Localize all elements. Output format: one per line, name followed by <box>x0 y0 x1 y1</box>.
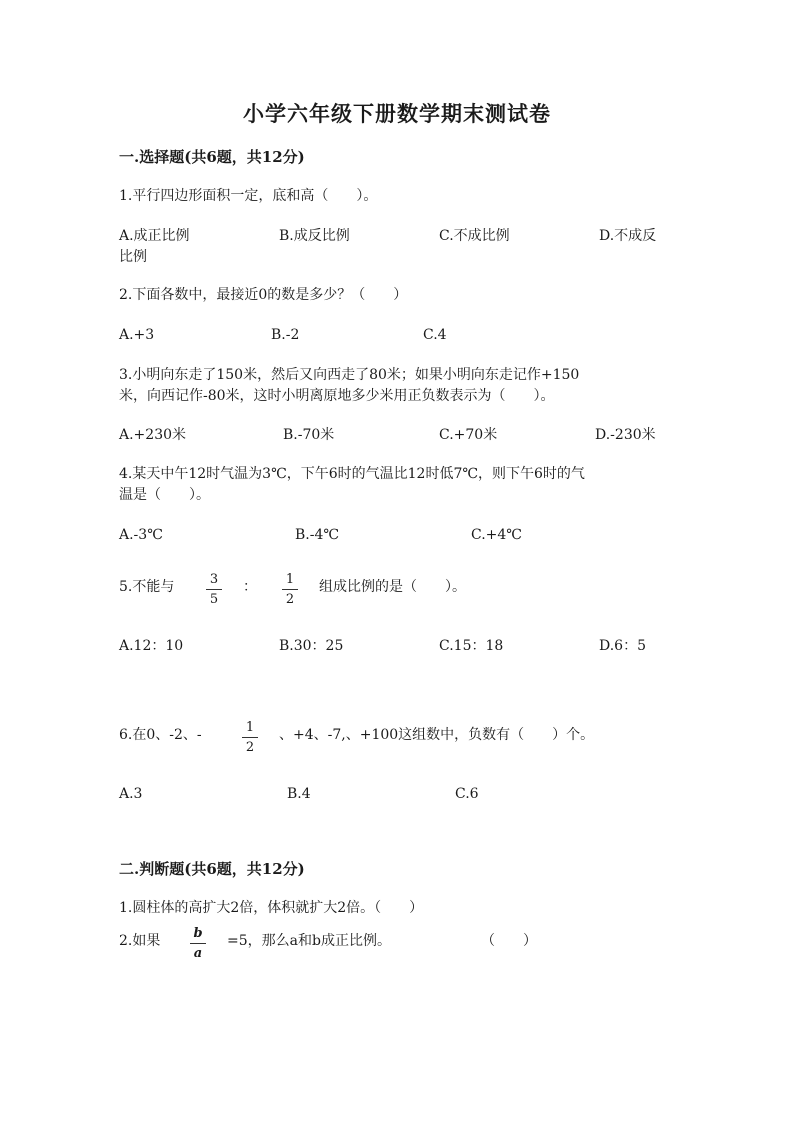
q5-option-d: D.6：5 <box>599 638 646 654</box>
q5-fraction-1-numerator: 3 <box>209 572 219 587</box>
q6-fraction-numerator: 1 <box>245 720 255 735</box>
judgement-2-blank: （ ） <box>481 933 537 949</box>
q5-fraction-2-numerator: 1 <box>285 572 295 587</box>
q4-option-a: A.-3℃ <box>119 527 163 543</box>
q5-option-a: A.12：10 <box>119 638 184 654</box>
q5-option-c: C.15：18 <box>439 638 504 654</box>
q6-option-b: B.4 <box>287 786 311 802</box>
q3-option-a: A.+230米 <box>119 427 187 443</box>
q3-option-c: C.+70米 <box>439 427 498 443</box>
judgement-2-prefix: 2.如果 <box>119 933 161 949</box>
question-1-text: 1.平行四边形面积一定，底和高（ ）。 <box>119 188 378 204</box>
fraction-bar <box>282 589 298 590</box>
question-6-suffix: 、+4、-7,、+100这组数中，负数有（ ）个。 <box>279 727 595 743</box>
judgement-2-suffix: =5，那么a和b成正比例。 <box>227 933 391 949</box>
q1-option-b: B.成反比例 <box>279 228 350 244</box>
question-5-prefix: 5.不能与 <box>119 579 175 595</box>
q6-option-c: C.6 <box>455 786 479 802</box>
j2-fraction-denominator: a <box>193 946 203 961</box>
q4-option-c: C.+4℃ <box>471 527 522 543</box>
q2-option-b: B.-2 <box>271 327 300 343</box>
j2-fraction-numerator: b <box>193 926 203 941</box>
q6-fraction <box>239 719 261 756</box>
q1-option-a: A.成正比例 <box>119 228 190 244</box>
question-3-line2: 米，向西记作-80米，这时小明离原地多少米用正负数表示为（ ）。 <box>119 388 555 404</box>
question-3-line1: 3.小明向东走了150米，然后又向西走了80米；如果小明向东走记作+150 <box>119 367 580 383</box>
fraction-bar <box>242 737 258 738</box>
question-4-line2: 温是（ ）。 <box>119 487 210 503</box>
question-2-text: 2.下面各数中，最接近0的数是多少？（ ） <box>119 287 408 303</box>
q3-option-b: B.-70米 <box>283 427 335 443</box>
question-5-suffix: 组成比例的是（ ）。 <box>319 579 466 595</box>
section-heading-choice: 一.选择题(共6题，共12分) <box>119 148 305 166</box>
q4-option-b: B.-4℃ <box>295 527 340 543</box>
q6-fraction-denominator: 2 <box>245 740 255 755</box>
q5-fraction-1-denominator: 5 <box>209 592 219 607</box>
q1-option-d: D.不成反 <box>599 228 657 244</box>
q6-option-a: A.3 <box>119 786 143 802</box>
fraction-bar <box>206 589 222 590</box>
q5-fraction-2-denominator: 2 <box>285 592 295 607</box>
q1-option-d-wrap: 比例 <box>119 249 147 265</box>
page-title: 小学六年级下册数学期末测试卷 <box>243 101 551 126</box>
q3-option-d: D.-230米 <box>595 427 656 443</box>
q5-ratio-colon: ： <box>243 579 257 595</box>
q2-option-a: A.+3 <box>119 327 155 343</box>
q1-option-c: C.不成比例 <box>439 228 510 244</box>
q2-option-c: C.4 <box>423 327 447 343</box>
judgement-1-text: 1.圆柱体的高扩大2倍，体积就扩大2倍。（ ） <box>119 900 424 916</box>
section-heading-judgement: 二.判断题(共6题，共12分) <box>119 860 305 878</box>
q5-fraction-1 <box>203 571 225 608</box>
q5-fraction-2 <box>279 571 301 608</box>
j2-fraction <box>187 925 209 962</box>
fraction-bar <box>190 943 206 944</box>
question-4-line1: 4.某天中午12时气温为3℃，下午6时的气温比12时低7℃，则下午6时的气 <box>119 466 585 482</box>
q5-option-b: B.30：25 <box>279 638 344 654</box>
question-6-prefix: 6.在0、-2、- <box>119 727 202 743</box>
